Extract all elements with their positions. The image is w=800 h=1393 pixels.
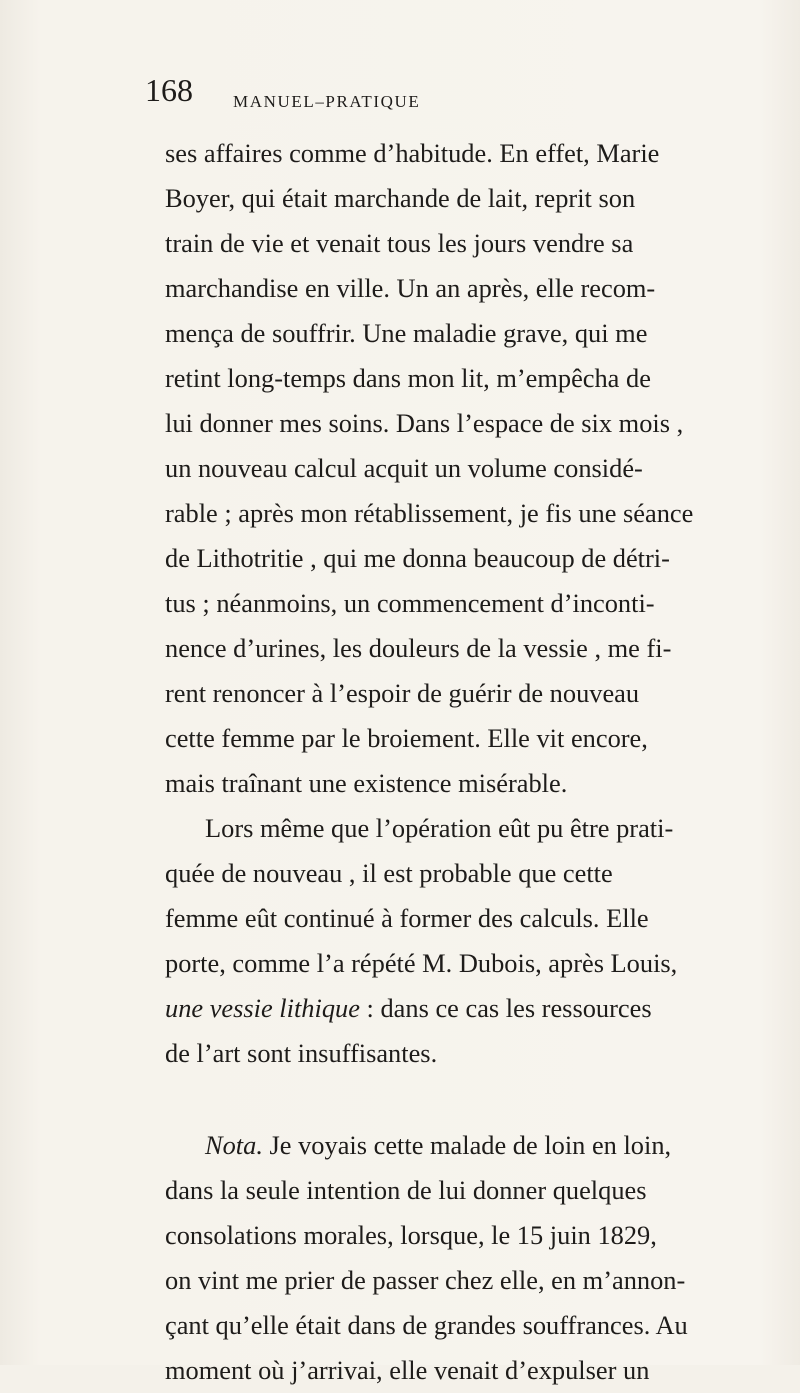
text-line: un nouveau calcul acquit un volume considé- <box>165 453 643 483</box>
paragraph-gap <box>165 1076 795 1123</box>
italic-term: une vessie lithique <box>165 993 360 1023</box>
text-line: Boyer, qui était marchande de lait, reprit son <box>165 183 636 213</box>
text-line <box>165 986 795 1031</box>
text-line: train de vie et venait tous les jours vendre sa <box>165 228 634 258</box>
text-line: porte, comme l’a répété M. Dubois, après Louis, <box>165 948 678 978</box>
text-line <box>165 1123 795 1168</box>
text-line: quée de nouveau , il est probable que cette <box>165 858 613 888</box>
page-number: 168 <box>145 72 193 108</box>
paragraph-1 <box>165 131 795 806</box>
paragraph-3 <box>165 1123 795 1393</box>
text-span: Je voyais cette malade de loin en loin, <box>262 1130 672 1160</box>
text-span: : dans ce cas les ressources <box>359 993 652 1023</box>
text-line: moment où j’arrivai, elle venait d’expulser un <box>165 1355 650 1385</box>
text-line: ses affaires comme d’habitude. En effet, Marie <box>165 138 660 168</box>
nota-label: Nota. <box>205 1130 263 1160</box>
text-line: dans la seule intention de lui donner quelques <box>165 1175 647 1205</box>
text-line: retint long-temps dans mon lit, m’empêcha de <box>165 363 651 393</box>
text-line: çant qu’elle était dans de grandes souffrances. Au <box>165 1310 688 1340</box>
body-text <box>165 131 795 1393</box>
text-line: de Lithotritie , qui me donna beaucoup de détri- <box>165 543 670 573</box>
text-line: mais traînant une existence misérable. <box>165 768 568 798</box>
text-line: lui donner mes soins. Dans l’espace de six mois , <box>165 408 684 438</box>
text-line: de l’art sont insuffisantes. <box>165 1038 438 1068</box>
text-line: mença de souffrir. Une maladie grave, qui me <box>165 318 648 348</box>
running-head: MANUEL–PRATIQUE <box>233 92 421 111</box>
text-line: Lors même que l’opération eût pu être prati- <box>205 813 674 843</box>
text-line: tus ; néanmoins, un commencement d’inconti- <box>165 588 655 618</box>
text-line: nence d’urines, les douleurs de la vessie , me fi- <box>165 633 672 663</box>
paragraph-2 <box>165 806 795 1076</box>
text-line: consolations morales, lorsque, le 15 juin 1829, <box>165 1220 657 1250</box>
text-line: on vint me prier de passer chez elle, en m’annon- <box>165 1265 686 1295</box>
text-line: femme eût continué à former des calculs. Elle <box>165 903 649 933</box>
text-line: cette femme par le broiement. Elle vit encore, <box>165 723 648 753</box>
text-line: marchandise en ville. Un an après, elle recom- <box>165 273 656 303</box>
text-line: rent renoncer à l’espoir de guérir de nouveau <box>165 678 640 708</box>
text-line: rable ; après mon rétablissement, je fis une séance <box>165 498 694 528</box>
